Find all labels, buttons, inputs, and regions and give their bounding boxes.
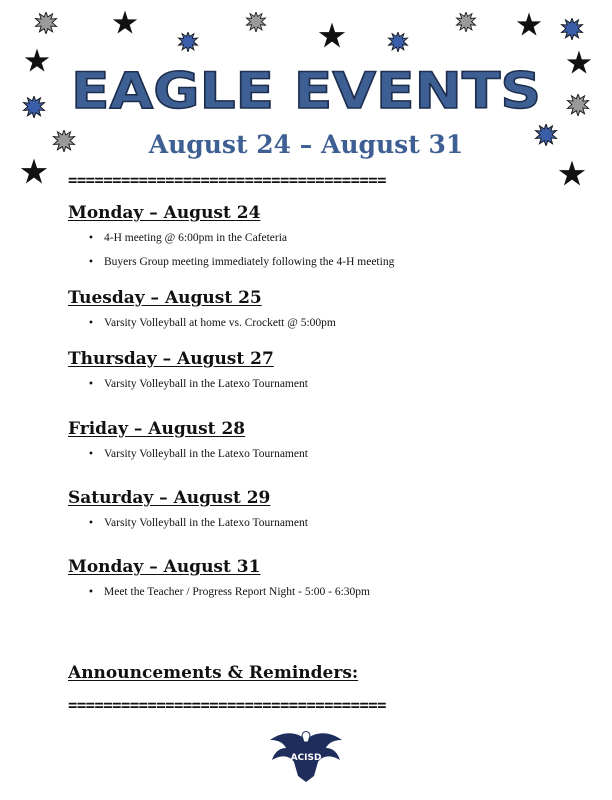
burst-icon: [560, 18, 584, 40]
page-title: [60, 60, 552, 120]
bullet-icon: •: [88, 233, 94, 244]
event-item: Buyers Group meeting immediately following the 4-H meeting: [104, 256, 395, 268]
day-heading: Friday – August 28: [68, 419, 246, 439]
announcements-heading: Announcements & Reminders:: [68, 663, 359, 683]
star-icon: [516, 12, 542, 38]
eagle-logo: [268, 726, 344, 784]
day-heading: Tuesday – August 25: [68, 288, 262, 308]
day-heading: Thursday – August 27: [68, 349, 274, 369]
event-item: Varsity Volleyball in the Latexo Tournament: [104, 448, 308, 460]
burst-icon: [22, 96, 46, 118]
day-heading: Saturday – August 29: [68, 488, 271, 508]
event-item: Varsity Volleyball in the Latexo Tournament: [104, 378, 308, 390]
bottom-divider: ====================================: [68, 696, 386, 714]
bullet-icon: •: [88, 449, 94, 460]
event-item: Varsity Volleyball in the Latexo Tournament: [104, 517, 308, 529]
star-icon: [20, 158, 48, 186]
event-item: Varsity Volleyball at home vs. Crockett @ 5:00pm: [104, 317, 336, 329]
star-icon: [558, 160, 586, 188]
date-range: August 24 – August 31: [148, 130, 464, 159]
event-item: 4-H meeting @ 6:00pm in the Cafeteria: [104, 232, 288, 244]
star-icon: [318, 22, 346, 50]
bullet-icon: •: [88, 318, 94, 329]
burst-icon: [386, 32, 410, 52]
star-icon: [112, 10, 138, 36]
burst-icon: [244, 12, 268, 32]
bullet-icon: •: [88, 379, 94, 390]
day-heading: Monday – August 24: [68, 203, 261, 223]
logo-text: ACISD: [290, 753, 322, 763]
bullet-icon: •: [88, 257, 94, 268]
star-icon: [566, 50, 592, 76]
event-item: Meet the Teacher / Progress Report Night - 5:00 - 6:30pm: [104, 586, 370, 598]
page-title-text: EAGLE EVENTS: [71, 62, 541, 120]
bullet-icon: •: [88, 518, 94, 529]
star-icon: [24, 48, 50, 74]
burst-icon: [454, 12, 478, 32]
burst-icon: [34, 12, 58, 34]
burst-icon: [176, 32, 200, 52]
day-heading: Monday – August 31: [68, 557, 261, 577]
bullet-icon: •: [88, 587, 94, 598]
burst-icon: [566, 94, 590, 116]
top-divider: ====================================: [68, 171, 386, 189]
